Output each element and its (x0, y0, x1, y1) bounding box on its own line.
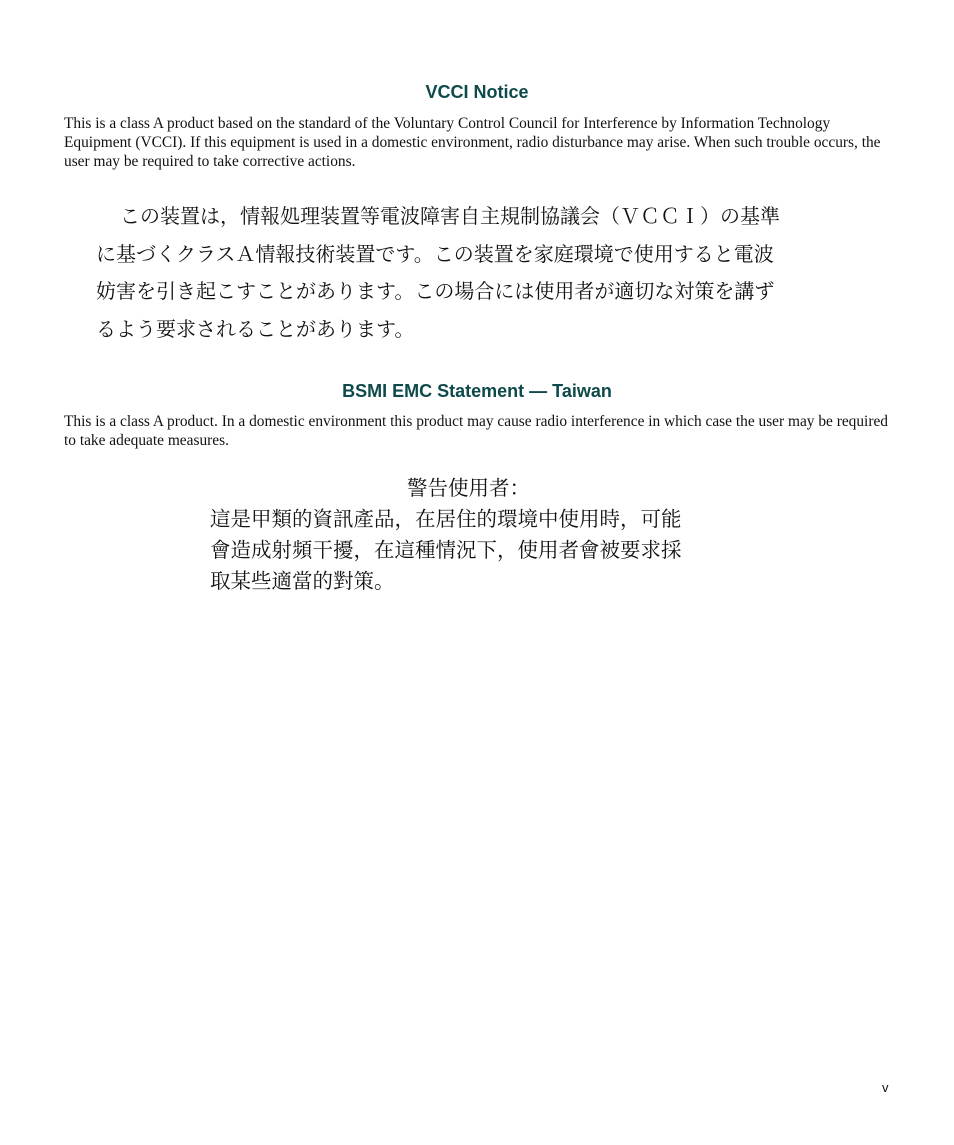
chinese-line-2: 會造成射頻干擾，在這種情況下，使用者會被要求採 (210, 538, 682, 562)
vcci-paragraph: This is a class A product based on the standard of the Voluntary Control Council for Interference by Information Technology Equipment (VCCI). If this equipment is used in a domestic environment, radio disturbance may arise. When such trouble occurs, the user may be required to take corrective actions. (64, 115, 881, 170)
bsmi-chinese-notice (210, 473, 750, 597)
vcci-japanese-notice (96, 198, 864, 348)
chinese-line-1: 這是甲類的資訊產品，在居住的環境中使用時，可能 (210, 507, 682, 531)
japanese-line-2: に基づくクラスＡ情報技術装置です。この装置を家庭環境で使用すると電波 (96, 241, 774, 266)
japanese-line-1: この装置は，情報処理装置等電波障害自主規制協議会（ＶＣＣＩ）の基準 (120, 204, 780, 228)
chinese-warning-title: 警告使用者： (407, 476, 530, 500)
chinese-line-3: 取某些適當的對策。 (210, 569, 395, 593)
japanese-line-4: るよう要求されることがあります。 (96, 316, 415, 341)
vcci-heading: VCCI Notice (425, 82, 529, 102)
page-number: v (882, 1080, 889, 1095)
bsmi-paragraph: This is a class A product. In a domestic environment this product may cause radio interference in which case the user may be required to take adequate measures. (64, 413, 888, 449)
japanese-line-3: 妨害を引き起こすことがあります。この場合には使用者が適切な対策を講ず (96, 279, 775, 303)
bsmi-heading: BSMI EMC Statement — Taiwan (342, 381, 612, 401)
